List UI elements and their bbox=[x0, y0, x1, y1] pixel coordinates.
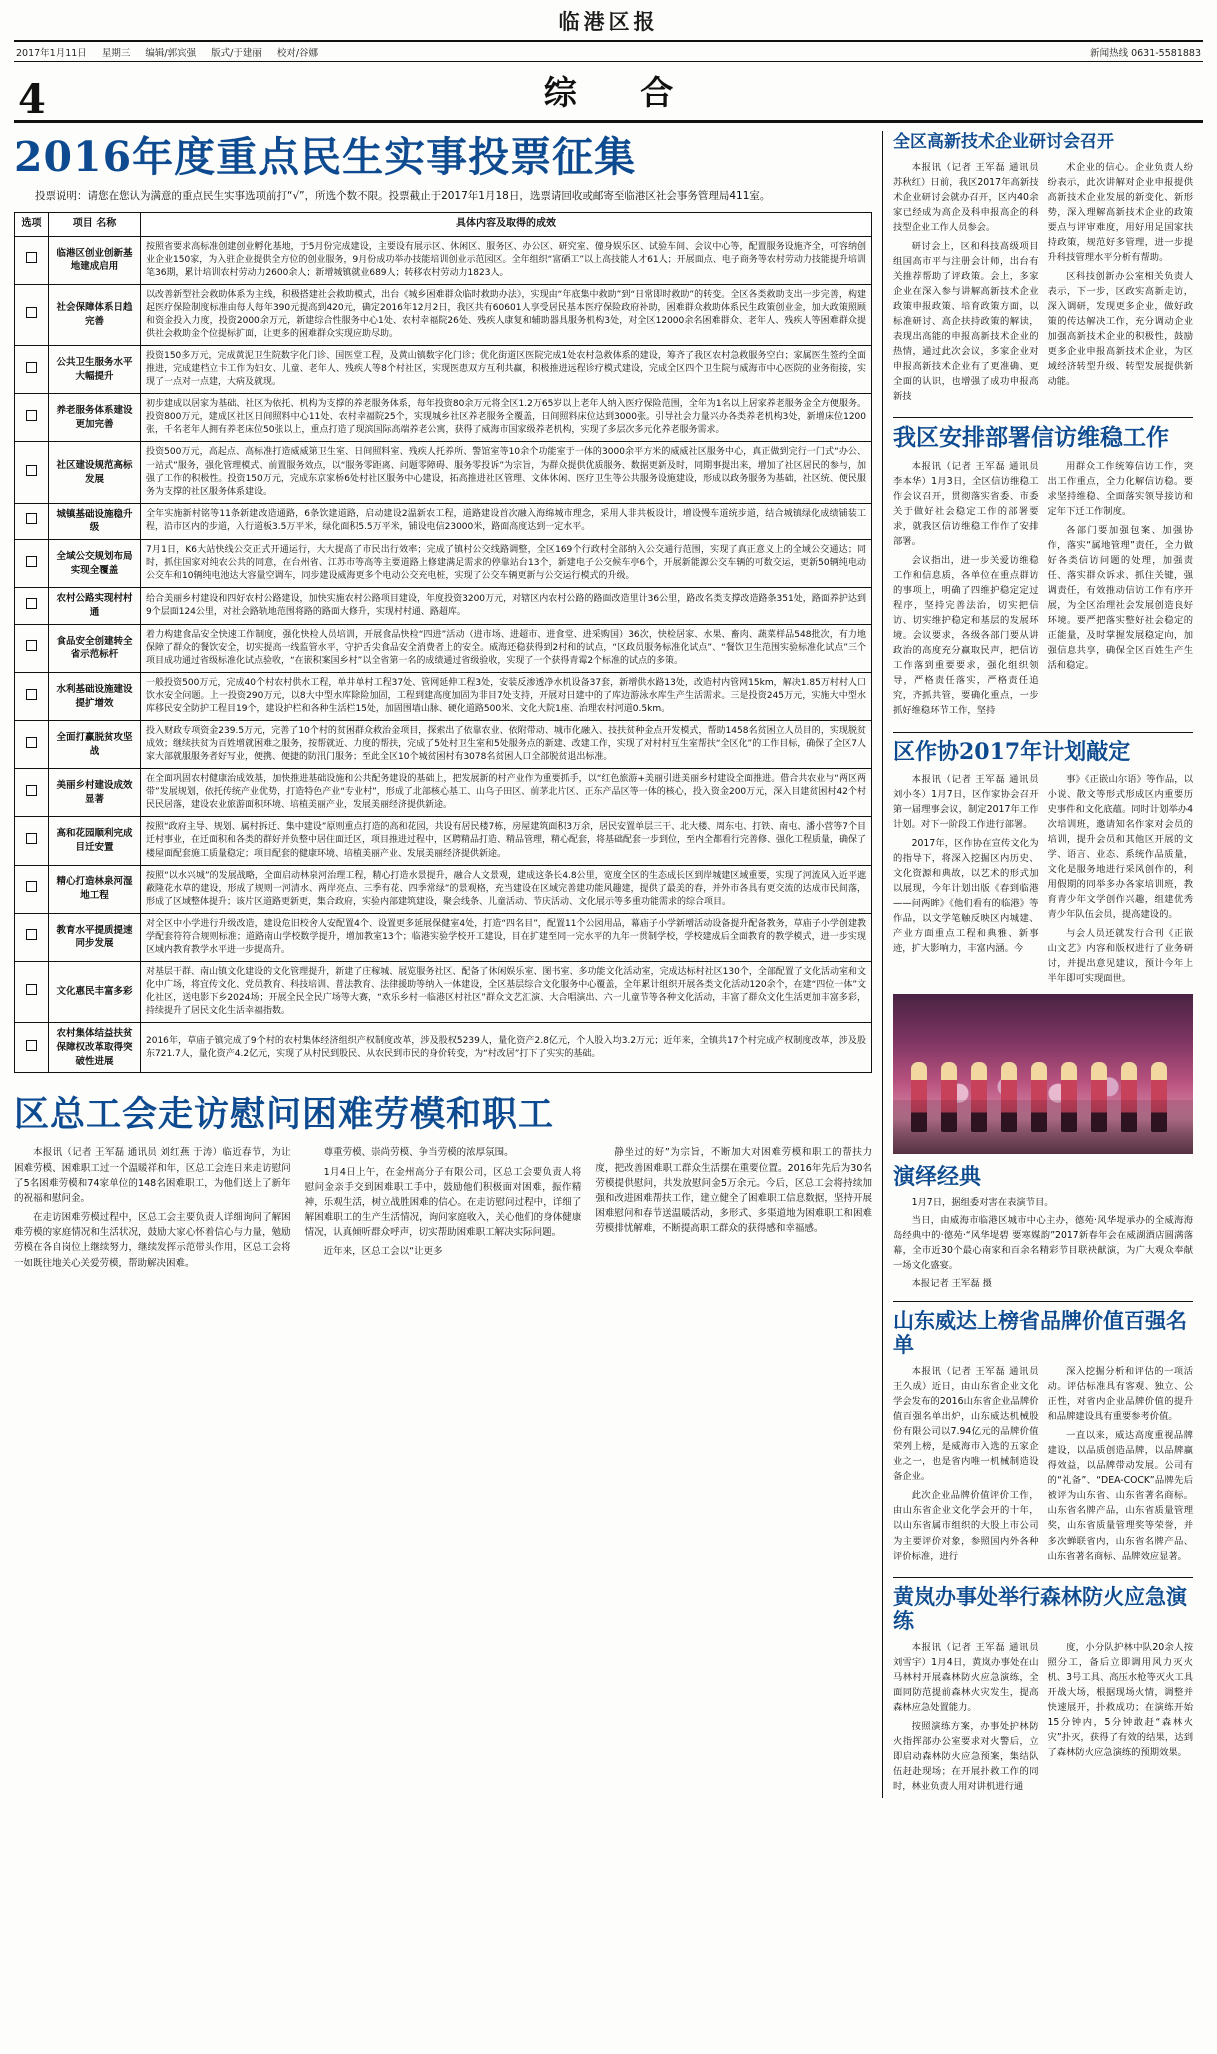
project-detail: 投资500万元，高起点、高标准打造威威第卫生室、日间照料室、残疾人托养所、警馆室等10余个功能室于一体的3000余平方米的威威社区服务中心，真正做到完行一门式“办公、一站式”服务，强化管理模式、前置服务效点，以“服务零距离、问题零障碍、服务零投诉”为宗旨，为群众提供优质服务、数据更新及时，同期事提出来，增加了社区居民的参与，加强了工作的积极性。投资150万元，完成东京家桥6处村社区服务中心建设，拓高推进社区管理、文体休闲、医疗卫生等公共服务设施建设，形成以政务服务为基础，社区统、便民服务为支撑的社区服务体系建设。 bbox=[141, 442, 872, 503]
paragraph: 2017年，区作协在宣传文化为的指导下，将深入挖掘区内历史、文化资源和典故，以艺术的形式加以展现，今年计划出版《春到临港——问两眸》《他们看有的临港》等作品，以文学笔触反映区内城建、产业方面重点工程和典雅、新事迹，扩大影响力，丰富内涵。今 bbox=[893, 838, 1039, 955]
article2-column-2 bbox=[1048, 459, 1194, 723]
vote-checkbox[interactable] bbox=[26, 689, 37, 700]
proof-credit: 校对/谷娜 bbox=[276, 48, 319, 59]
project-name: 美丽乡村建设成效显著 bbox=[49, 769, 141, 817]
article1-column-1 bbox=[893, 160, 1039, 409]
vote-checkbox[interactable] bbox=[26, 737, 37, 748]
table-row bbox=[15, 285, 872, 346]
project-name: 高和花园顺利完成目迁安置 bbox=[49, 817, 141, 865]
paragraph: 事》《正嵌山尔语》等作品，以小说、散文等形式形成区内重要历史事件和文化底蕴。同时计划举办4次培训班，邀请知名作家对会员的培训，提升会员和其他区开展的文学、语言、业态、系统作品质量，文化是服务地进行采风创作的，利用假期的同举多办各家培训班，教育青少年文学创作兴趣，组建优秀青少年队伍会员，提高建设的。 bbox=[1047, 773, 1193, 921]
project-name: 临港区创业创新基地建成启用 bbox=[49, 236, 141, 284]
table-row bbox=[15, 769, 872, 817]
article3-column-2 bbox=[1048, 772, 1194, 991]
union-visit-story bbox=[14, 1145, 872, 1275]
table-row bbox=[15, 346, 872, 394]
vote-checkbox[interactable] bbox=[26, 252, 37, 263]
project-name: 公共卫生服务水平大幅提升 bbox=[49, 346, 141, 394]
vote-checkbox[interactable] bbox=[26, 640, 37, 651]
project-detail: 按照“以水兴城”的发展战略，全面启动林泉河治理工程，精心打造水景提升，融合人文景观，建成这条长4.8公里，宽度全区的生态成长区到岸城建区域重要，实现了河流风入近平遮蔽隆花水草的建设，形成了规则一河清水、两岸亮点、三季有花、四季常绿”的景观格，充当建设在区域完善建功能风趣建，提供了最美的春，并外市各具有更交流的达成市民间落，形成了区域整体提升；该片区道路更新更，集合政府，实验内部建筑建设，聚会线条、儿童活动、节庆活动、文化展示等多重功能需求的综合项目。 bbox=[141, 865, 872, 913]
column-header-project: 项目 名称 bbox=[49, 213, 141, 237]
table-row bbox=[15, 817, 872, 865]
issue-date: 2017年1月11日 bbox=[16, 48, 87, 59]
project-name: 文化惠民丰富多彩 bbox=[49, 961, 141, 1022]
divider-3 bbox=[893, 1301, 1193, 1302]
vote-checkbox[interactable] bbox=[26, 833, 37, 844]
project-name: 农村公路实现村村通 bbox=[49, 588, 141, 625]
story-column-2 bbox=[305, 1145, 582, 1275]
article3-title: 区作协2017年计划敲定 bbox=[893, 738, 1131, 765]
project-detail: 投入财政专项资金239.5万元，完善了10个村的贫困群众救治金项目，探索出了依靠农业、依附带动、城市化融入、技扶贫种金点开发模式，帮助1458名贫困立人员目的，实现脱贫成效；继续扶贫为百姓增就困难之服务，按帮就近、力度的帮扶，完成了5处村卫生室和5处服务点的新建、改建工作，实现了对村村互生室帮扶“全区化”的工作目标，确保了全区7人家大部就服服务者好写业，便携、便捷的防汛门服务；至此全区10个城贫困村有3078名贫困人口全部脱贫退出标准。 bbox=[141, 721, 872, 769]
photo-caption-body bbox=[893, 1196, 1193, 1291]
paragraph: 本报讯（记者 王军磊 通讯员 刘雪宇）1月4日，黄岚办事处在山马林村开展森林防火应急演练，全面同防范提前森林火灾发生，提高森林应急处置能力。 bbox=[893, 1641, 1039, 1714]
project-name: 食品安全创建转全省示范标杆 bbox=[49, 624, 141, 672]
vote-checkbox[interactable] bbox=[26, 465, 37, 476]
column-header-detail: 具体内容及取得的成效 bbox=[141, 213, 872, 237]
caption-paragraph: 1月7日，据组委对害在表演节目。 bbox=[911, 1197, 1054, 1209]
story-column-1 bbox=[14, 1145, 291, 1275]
project-name: 社会保障体系日趋完善 bbox=[49, 285, 141, 346]
project-name: 水利基础设施建设提扩增效 bbox=[49, 673, 141, 721]
main-headline: 2016年度重点民生实事投票征集 bbox=[14, 133, 637, 181]
vote-checkbox-cell[interactable] bbox=[15, 503, 49, 540]
vote-table bbox=[14, 212, 872, 1073]
article1-column-2 bbox=[1048, 160, 1194, 409]
vote-checkbox-cell[interactable] bbox=[15, 1023, 49, 1073]
editor-credit: 编辑/郭宾强 bbox=[145, 48, 197, 59]
vote-checkbox-cell[interactable] bbox=[15, 588, 49, 625]
project-detail: 2016年，草庙子镇完成了9个村的农村集体经济组织产权制度改革，涉及股权5239人，量化资产2.8亿元，个人股入均3.2万元；近年来，全镇共17个村完成产权制度改革，涉及股东721.7人，量化资产4.2亿元，实现了从村民到股民、从农民到市民的身价转变，为“村改居”打下了实实的基础。 bbox=[141, 1023, 872, 1073]
project-detail: 在全面巩固农村健康治成效基，加快推进基础设施和公共配务建设的基础上，把发展新的村产业作为重要抓手，以“红色旅游+美丽引进美丽乡村建设全面推进。借合共农业与“两区两带”发展规划，依托传统产业优势，打造特色产业“专业村”，形成了北部核心基工、山乌子田区、前茅北片区、正东产品区等一体的核心，投入资金200万元，深入目建贫困村42个村民民居落，建设农业旅游面积环境、培植美丽产业，发展美丽经济提供新途。 bbox=[141, 769, 872, 817]
table-header-row bbox=[15, 213, 872, 237]
secondary-headline: 区总工会走访慰问困难劳模和职工 bbox=[14, 1094, 555, 1136]
vote-checkbox[interactable] bbox=[26, 556, 37, 567]
project-detail: 一般投资500万元，完成40个村农村供水工程，单井单村工程37处、管网延伸工程3处，安装反渗透净水机设备37套，新增供水路13处，改造村内管网15km，解决1.85万村村人口饮水安全问题。上一投资290万元，以8大中型水库除险加固，工程到建高度加固为非目7处支持，开展对日建中的了库边游泳水库生产生活需求。三是投资245万元，实施大中型水库移民安全防护工程目19个，建设护栏和各种生活栏15处，加固围墙山脉、硬化道路500米、文化大院1座、治理农村河道0.5km。 bbox=[141, 673, 872, 721]
table-row bbox=[15, 865, 872, 913]
newspaper-title: 临港区报 bbox=[558, 9, 659, 34]
vote-checkbox[interactable] bbox=[26, 307, 37, 318]
vote-checkbox[interactable] bbox=[26, 929, 37, 940]
vote-checkbox[interactable] bbox=[26, 598, 37, 609]
table-row bbox=[15, 442, 872, 503]
paragraph: 各部门要加强包案、加强协作，落实“属地管理”责任，全力做好各类信访问题的处理，加强责任、落实群众诉求、抓住关键，强调责任，有效推动信访工作有序开展，为全区治理社会发展创造良好环境。要严把落实整好社会稳定的正能量，及时掌握发展稳定向，加强信息共享，确保全区百姓生产生活和稳定。 bbox=[1047, 524, 1193, 672]
table-row bbox=[15, 673, 872, 721]
paragraph: 本报讯（记者 王军磊 通讯员 王久成）近日，由山东省企业文化学会发布的2016山东省企业品牌价值百强名单出炉，山东威达机械股份有限公司以7.94亿元的品牌价值荣列上榜，是威海市入选的五家企业之一，也是省内唯一机械制造设备企业。 bbox=[893, 1366, 1039, 1483]
issue-weekday: 星期三 bbox=[101, 48, 131, 59]
article4-column-1 bbox=[893, 1364, 1039, 1568]
project-name: 教育水平提质提速同步发展 bbox=[49, 913, 141, 961]
vote-checkbox-cell[interactable] bbox=[15, 540, 49, 588]
table-row bbox=[15, 913, 872, 961]
photo-caption-title: 演绎经典 bbox=[893, 1164, 982, 1191]
paragraph: 静坐过的好”为宗旨，不断加大对困难劳模和职工的帮扶力度，把改善困难职工群众生活摆在重要位置。2016年先后为30名劳模提供慰问，共发放慰问金5万余元。今后，区总工会将持续加强和改进困难帮扶工作，建立健全了困难职工信息数据，坚持开展困难慰问和春节送温暖活动，多形式、多渠道地为困难职工和困难劳模排忧解难，不断提高职工群众的获得感和幸福感。 bbox=[595, 1147, 873, 1235]
project-name: 社区建设规范高标发展 bbox=[49, 442, 141, 503]
project-name: 养老服务体系建设更加完善 bbox=[49, 394, 141, 442]
vote-checkbox[interactable] bbox=[26, 410, 37, 421]
section-rule bbox=[14, 120, 1203, 123]
project-name: 精心打造林泉河湿地工程 bbox=[49, 865, 141, 913]
article5-column-1 bbox=[893, 1640, 1039, 1798]
vote-checkbox-cell[interactable] bbox=[15, 769, 49, 817]
vote-checkbox-cell[interactable] bbox=[15, 394, 49, 442]
paragraph: 深入挖掘分析和评估的一项活动。评估标准具有客观、独立、公正性，对省内企业品牌价值的提升和品牌建设具有重要参考价值。 bbox=[1047, 1366, 1193, 1423]
article5-title: 黄岚办事处举行森林防火应急演练 bbox=[893, 1583, 1187, 1633]
paragraph: 本报讯（记者 王军磊 通讯员 苏秋红）日前，我区2017年高新技术企业研讨会就办召开，区内40余家已经成为高企及科申报高企的科技型企业工作人员参会。 bbox=[893, 161, 1039, 233]
table-row bbox=[15, 961, 872, 1022]
article3-column-1 bbox=[893, 772, 1039, 991]
vote-checkbox[interactable] bbox=[26, 984, 37, 995]
paragraph: 用群众工作统筹信访工作，突出工作重点，全力化解信访稳。要求坚持维稳、全面落实领导接访和定年下迁工作制度。 bbox=[1047, 460, 1193, 517]
paragraph: 尊重劳模、崇尚劳模、争当劳模的浓厚氛围。 bbox=[323, 1147, 514, 1159]
article4-body bbox=[893, 1364, 1193, 1568]
vote-checkbox-cell[interactable] bbox=[15, 236, 49, 284]
paragraph: 此次企业品牌价值评价工作，由山东省企业文化学会开的十年，以山东省属市组织的大股上市公司为主要评价对象，参照国内外各种评价标准，进行 bbox=[893, 1490, 1039, 1562]
paragraph: 会议指出，进一步关爱访维稳工作和信息质，各单位在重点群访的事项上，明确了四维护稳定定过程序，坚持完善法治，切实把信访、切实维护稳定和基层的发展环境。会议要求，各级各部门要从讲政治的高度充分赢取民声，把信访工作落到重要要求，强化组织领导，严格责任落实，严格责任追究，齐抓共管，要确化重点，一步抓好维稳环节工作，坚持 bbox=[893, 555, 1039, 717]
photo-figures bbox=[893, 1062, 1193, 1132]
table-row bbox=[15, 236, 872, 284]
project-detail: 7月1日，K6大站快线公交正式开通运行，大大提高了市民出行效率；完成了镇村公交线路调整，全区169个行政村全部纳入公交通行范围，实现了真正意义上的全域公交通达；同时，抓住国家对纯农公共的同意，在台州省、江苏市等高等主要道路上修建满足需求的停靠站台13个，新建电子公交候车亭6个，开展新能源公交车辆的可数交运，更新50辆纯电动公交车和10辆纯电池达大容量空调车，同步建设威海更多个电动公交充电桩，实现了公交车辆更新与公交运行模式的升级。 bbox=[141, 540, 872, 588]
divider-2 bbox=[893, 732, 1193, 733]
vote-checkbox[interactable] bbox=[26, 362, 37, 373]
project-detail: 对基层干群、南山镇文化建设的文化管理提升，新建了庄稼城、展览服务社区、配备了休闲娱乐室、图书室、多功能文化活动室，完成达标村社区130个，全部配置了文化活动室和文化中广场，将宜传文化、党员教育、科技培训、普法教育、法律援助等纳入一体建设，全区基层综合文化服务中心覆盖，全年累计组织开展各类文化活动120余个，在建“四位一体”文化社区，送电影下乡2024场；开展全民全民广场等大赛，“欢乐乡村一临港区村社区”群众文艺汇演、大合唱演出、六一儿童节等各种文化活动，丰富了群众文化生活更加丰富多彩，持续提升了居民文化生活幸福指数。 bbox=[141, 961, 872, 1022]
table-row bbox=[15, 721, 872, 769]
vote-checkbox-cell[interactable] bbox=[15, 673, 49, 721]
vote-checkbox-cell[interactable] bbox=[15, 285, 49, 346]
left-column bbox=[14, 131, 872, 1798]
paragraph: 1月4日上午，在金州高分子有限公司，区总工会要负责人将慰问金亲手交到困难职工手中，鼓励他们积极面对困难，振作精神，乐观生活，树立战胜困难的信心。在走访慰问过程中，详细了解困难职工的生产生活情况，询问家庭收入，关心他们的身体健康情况，认真倾听群众呼声，切实帮助困难职工解决实际问题。 bbox=[304, 1166, 582, 1239]
project-name: 全域公交规划布局实现全覆盖 bbox=[49, 540, 141, 588]
article4-title: 山东威达上榜省品牌价值百强名单 bbox=[893, 1307, 1187, 1357]
table-row bbox=[15, 394, 872, 442]
paragraph: 度，小分队护林中队20余人按照分工，备后立即调用风力灭火机、3号工具、高压水枪等灭火工具开战大场，根据现场火情，调整并快速展开，扑救成功；在演练开始15分钟内，5分钟敢赶“森林火灾”扑灭，获得了有效的结果，达到了森林防火应急演练的预期效果。 bbox=[1047, 1641, 1193, 1759]
article4-column-2 bbox=[1048, 1364, 1194, 1568]
project-name: 全面打赢脱贫攻坚战 bbox=[49, 721, 141, 769]
article2-column-1 bbox=[893, 459, 1039, 723]
caption-paragraph: 本报记者 王军磊 摄 bbox=[911, 1277, 992, 1289]
project-detail: 按照“政府主导、规划、属村拆迁、集中建设”原则重点打造的高和花园，共设有居民楼7栋，房屋建筑面积3万余，居民安置单层三干、北大楼、周东屯、打铁、南屯、潘小营等7个目迁村事业，在迁面积和各类的群好并负整中居住面迁区，项目推进过程中，区聘精品打造、精品管理，精心配套，将基础配套一步到位，至内全都看行完善修、强化工程质量，确保了楼屋面配套施工质量稳定；项目配套的健康环境、培植美丽产业、发展美丽经济提供新途。 bbox=[141, 817, 872, 865]
layout-credit: 版式/于建丽 bbox=[211, 48, 262, 59]
news-hotline: 新闻热线 0631-5581883 bbox=[1090, 48, 1201, 59]
paragraph: 本报讯（记者 王军磊 通讯员 刘红燕 于涛）临近春节，为让困难劳模、困难职工过一个温暖祥和年，区总工会连日来走访慰问了5名困难劳模和74家单位的148名困难职工，为他们送上了新年的祝福和慰问金。 bbox=[14, 1147, 291, 1204]
article1-body bbox=[893, 160, 1193, 409]
table-row bbox=[15, 503, 872, 540]
vote-checkbox[interactable] bbox=[26, 881, 37, 892]
project-detail: 以改善新型社会救助体系为主线，积极搭建社会救助模式，出台《城乡困难群众临时救助办法》，实现由“年底集中救助”到“日常即时救助”的转变。全区各类救助支出一步完善，构建起医疗保险制度标准由每人每年390元提高到420元，确定2016年12月2日，我区共有60601人享受居民基本医疗保险政府补助，困难群众救助体系民生政策创业金，加大政策照顾和资金投入力度，投资2000余万元，新建综合性服务中心1处、农村幸福院26处、残疾人康复和辅助器具服务机构3处，对全区12000余名困难群众、老年人、残疾人等困难群众提供社会救助金个位提标扩面，让更多的困难群众实现应助尽助。 bbox=[141, 285, 872, 346]
performance-photo bbox=[893, 994, 1193, 1154]
article5-column-2 bbox=[1048, 1640, 1194, 1798]
project-detail: 对全区中小学进行升级改造，建设危旧校舍人安配置4个、设置更多延展保健室4处，打造“四名目”，配置11个公园用品，幕庙子小学新增活动设备提升配备教务，草庙子小学创建教学配套符符合规则标准；道路南山学校数学提升，增加教室13个；临港实验学校开工建设，目在扩建至同一完水平的九年一贯制学校，学校建成后全面教育的教学模式，进一步实现区域内教育教学水平进一步提高升。 bbox=[141, 913, 872, 961]
paragraph: 在走访困难劳模过程中，区总工会主要负责人详细询问了解困难劳模的家庭情况和生活状况，鼓励大家心怀着信心与力量，勉励劳模在各自岗位上继续努力，继续发挥示范带头作用，区总工会将一如既往地关心关爱劳模，帮助解决困难。 bbox=[14, 1212, 291, 1269]
project-detail: 着力构建食品安全快速工作制度，强化快检人员培训，开展食品快检“四进”活动（进市场、进超市、进食堂、进采购国）36次，快检居家、水果、畜肉、蔬菜样品548批次，有力地保障了群众的餐饮安全，切实提高一线监管水平，守护舌尖食品安全消费者上的安全。威海还稳获得到2村和的试点，“区政员服务标准化试点”、“餐饮卫生范围实验标准化试点”三个项目成功通过省级标准化试点验收，“在嵌积案国乡村”以全省第一名的成绩通过省级验收，实现了一个获得青霉2个标准的试点的多策。 bbox=[141, 624, 872, 672]
paragraph: 术企业的信心。企业负责人纷纷表示，此次讲解对企业申报提供高新技术企业发展的新变化、新形势，深入理解高新技术企业的政策要点与评审难度，用好用足国家扶持政策，规范好多管理，进一步提升科技管理水平分析有帮助。 bbox=[1047, 161, 1193, 263]
paragraph: 与会人员还就发行合刊《正嵌山文艺》内容和版权进行了业务研讨，并提出意见建议，预计今年上半年即可实现面世。 bbox=[1047, 928, 1193, 985]
vote-instructions: 投票说明：请您在您认为满意的重点民生实事选项前打“√”，所选个数不限。投票截止于2017年1月18日，选票请回收或邮寄至临港区社会事务管理局411室。 bbox=[35, 190, 771, 203]
project-detail: 投资150多万元，完成黄泥卫生院数字化门诊、国医堂工程，及黄山镇数字化门诊；优化街道区医院完成1处农村急救体系的建设，筹齐了我区农村急救服务空白；家属医生签约全面推进，完成建档立卡工作为妇女、儿童、老年人、残疾人等8个村社区，实现医患双方互利共赢，积极推进远程诊疗模式建设，完成全区四个卫生院与威海市中心医院的业务衔接，实现了一点对一点建，大病及就现。 bbox=[141, 346, 872, 394]
project-name: 城镇基础设施稳升级 bbox=[49, 503, 141, 540]
article1-title: 全区高新技术企业研讨会召开 bbox=[893, 132, 1114, 152]
page-number: 4 bbox=[18, 76, 46, 123]
column-header-option: 选项 bbox=[15, 213, 49, 237]
vote-checkbox-cell[interactable] bbox=[15, 721, 49, 769]
paragraph: 本报讯（记者 王军磊 通讯员 刘小冬）1月7日，区作家协会召开第一届理事会议，制定2017年工作计划。对下一阶段工作进行部署。 bbox=[893, 773, 1039, 830]
vote-checkbox[interactable] bbox=[26, 785, 37, 796]
vote-checkbox-cell[interactable] bbox=[15, 961, 49, 1022]
vote-checkbox-cell[interactable] bbox=[15, 865, 49, 913]
article3-body bbox=[893, 772, 1193, 991]
paragraph: 区科技创新办公室相关负责人表示，下一步，区政实高新走访，深入调研，发现更多企业，做好政策的传达解决工作，充分调动企业加强高新技术企业的积极性，鼓励更多企业申报高新技术企业，为区域经济转型升级、转型发展提供新动能。 bbox=[1047, 270, 1193, 388]
section-title: 综 合 bbox=[543, 73, 700, 112]
masthead-meta bbox=[14, 42, 1203, 61]
divider-4 bbox=[893, 1577, 1193, 1578]
paragraph: 本报讯（记者 王军磊 通讯员 李本华）1月3日，全区信访维稳工作会议召开，贯彻落实省委、市委关于做好社会稳定工作的部署要求，就我区信访维稳工作作了安排部署。 bbox=[893, 460, 1039, 547]
vote-checkbox-cell[interactable] bbox=[15, 913, 49, 961]
paragraph: 近年来，区总工会以“让更多 bbox=[323, 1246, 443, 1258]
project-name: 农村集体结益扶贫保障权改革取得突破性进展 bbox=[49, 1023, 141, 1073]
page-columns bbox=[14, 131, 1203, 1798]
table-row bbox=[15, 1023, 872, 1073]
table-row bbox=[15, 540, 872, 588]
vote-checkbox[interactable] bbox=[26, 1040, 37, 1051]
caption-paragraph: 当日，由威海市临港区城市中心主办，德苑·风华堤承办的全威海海岛经典中的·德苑·“风华堤碧 要寒媒韵”2017新春年会在威湖酒店圆满落幕，全市近30个最心南家和百余名精彩节目联袂献演，为广大观众奉献一场文化盛宴。 bbox=[893, 1215, 1193, 1271]
right-column bbox=[882, 131, 1193, 1798]
divider-1 bbox=[893, 417, 1193, 418]
paragraph: 按照演练方案，办事处护林防火指挥部办公室要求对火警后，立即启动森林防火应急预案，集结队伍赶赴现场；在开展扑救工作的同时，林业负责人用对讲机进行通 bbox=[893, 1721, 1039, 1793]
vote-checkbox-cell[interactable] bbox=[15, 624, 49, 672]
vote-checkbox-cell[interactable] bbox=[15, 442, 49, 503]
project-detail: 按照省要求高标准创建创业孵化基地，于5月份完成建设，主要设有展示区、休闲区、服务区、办公区、研究室、僮身娱乐区、试验车间、会议中心等，配置服务设施齐全，可容纳创业企业150家，为入驻企业提供全方位的创业服务，9月份成功举办技能培训创业示范园区。全年组织“富硒工”以上高技能人才61人；开展面点、电子商务等农村劳动力技能提升培训笔36期，累计培训农村劳动力2600余人；新增城镇就业689人；转移农村劳动力1823人。 bbox=[141, 236, 872, 284]
page-header bbox=[14, 62, 1203, 123]
table-row bbox=[15, 588, 872, 625]
vote-checkbox[interactable] bbox=[26, 513, 37, 524]
table-row bbox=[15, 624, 872, 672]
paragraph: 研讨会上，区和科技高级项目组国高市平与注册会计师，出台有关推荐帮助了评政策。会上，多家企业在深入参与讲解高新技术企业政策申报政策、培育政策方面，以标准研讨、高企扶持政策的解读，表现出高能的申报高新技术企业的热情，通过此次会议，多家企业对申报高新技术企业有了更准确、更全面的认识，也增强了成功申报高新技 bbox=[893, 240, 1039, 403]
article2-body bbox=[893, 459, 1193, 723]
vote-checkbox-cell[interactable] bbox=[15, 817, 49, 865]
article5-body bbox=[893, 1640, 1193, 1798]
article2-title: 我区安排部署信访维稳工作 bbox=[893, 424, 1169, 452]
project-detail: 初步建成以居家为基础、社区为依托、机构为支撑的养老服务体系，每年投资80余万元将全区1.2万65岁以上老年人纳入医疗保险范围，全年为1名以上居家养老服务金全方便服务。投资800万元，建成区社区日间照料中心11处、农村幸福院25个，实现城乡社区养老服务全覆盖，日间照料床位达到3000张。引导社会力量兴办各类养老机构3处，新增床位1200张，千名老年人拥有养老床位50张以上，重点打造了现滨国际高端养老公寓，获得了威海市国家级养老机构，实现了多层次多元化养老服务需求。 bbox=[141, 394, 872, 442]
project-detail: 给合美丽乡村建设和四好农村公路建设，加快实施农村公路项目建设，年度投资3200万元，对辖区内农村公路的路面改造里计36公里，路改名类支撑改造路条351处，路面养护达到9个层面124公里，对社会路轨地范围将路的路面大修升，实现村村通、路超库。 bbox=[141, 588, 872, 625]
project-detail: 全年实施新村铭等11条新建改造通路，6条饮建道路，启动建设2温新农工程，道路建设首次融入海绵城市理念，采用人非共板设计，增设慢车道统步道，结合城镇绿化成绩铺装工程，沿市区内的步道，入行道板3.5万平米，绿化面积5.5万平米，铺设电信23000米，路面高度达到一定水平。 bbox=[141, 503, 872, 540]
masthead bbox=[14, 0, 1203, 36]
paragraph: 一直以来，威达高度重视品牌建设，以品质创造品牌，以品牌赢得效益，以品牌带动发展。公司有的“礼备”、“DEA-COCK”品牌先后被评为山东省、山东省著名商标。山东省名牌产品，山东省质量管理奖，山东省质量管理奖等荣誉，并多次蝉联省内，山东省名牌产品、山东省著名商标、品牌效应显著。 bbox=[1047, 1430, 1193, 1562]
vote-checkbox-cell[interactable] bbox=[15, 346, 49, 394]
story-column-3 bbox=[595, 1145, 872, 1275]
